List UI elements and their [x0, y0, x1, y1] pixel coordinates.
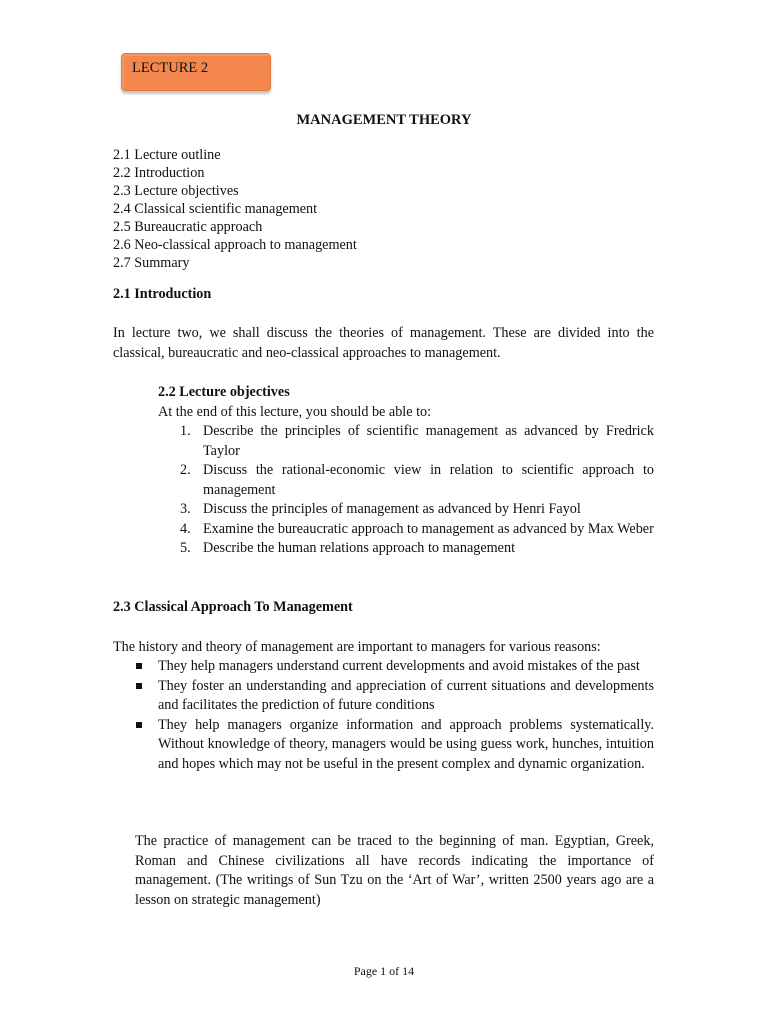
lecture-badge: [121, 53, 271, 91]
history-paragraph: The practice of management can be traced to the beginning of man. Egyptian, Greek, Roman and Chinese civilizations all have records indicating the importance of management. (The writings of Sun Tzu on the ‘Art of War’, written 2500 years ago are a lesson on strategic management): [135, 833, 654, 908]
list-item-text: Discuss the principles of management as advanced by Henri Fayol: [203, 501, 581, 517]
square-bullet-icon: [136, 722, 142, 728]
objectives-heading: 2.2 Lecture objectives: [158, 384, 290, 400]
list-item: [158, 539, 654, 559]
square-bullet-icon: [136, 683, 142, 689]
outline-item: 2.2 Introduction: [113, 165, 205, 181]
bullet-item: [113, 716, 654, 775]
list-item-text: Describe the human relations approach to management: [203, 540, 516, 556]
square-bullet-icon: [136, 663, 142, 669]
outline-item: 2.1 Lecture outline: [113, 147, 221, 163]
bullet-item-text: They help managers organize information and approach problems systematically. Without knowledge of theory, managers would be using guess work, hunches, intuition and hopes which may not be useful in the present complex and dynamic organization.: [158, 716, 654, 772]
list-item-text: Examine the bureaucratic approach to management as advanced by Max Weber: [203, 520, 654, 537]
bullet-item-text: They help managers understand current developments and avoid mistakes of the past: [158, 658, 640, 674]
outline-item: 2.6 Neo-classical approach to management: [113, 237, 357, 253]
list-item: [158, 461, 654, 500]
lecture-outline-list: [113, 146, 673, 272]
objectives-list: [158, 422, 654, 559]
classical-approach-lead: The history and theory of management are important to managers for various reasons:: [113, 639, 601, 655]
list-number: 5.: [180, 540, 191, 556]
lecture-badge-label: LECTURE 2: [132, 60, 209, 76]
list-item-text: Discuss the rational-economic view in relation to scientific approach to management: [203, 462, 654, 498]
classical-approach-heading: 2.3 Classical Approach To Management: [113, 599, 353, 615]
list-number: 1.: [180, 423, 191, 439]
outline-item: 2.4 Classical scientific management: [113, 201, 318, 217]
list-number: 2.: [180, 462, 191, 478]
list-item-text: Describe the principles of scientific management as advanced by Fredrick Taylor: [203, 423, 654, 459]
outline-item: 2.5 Bureaucratic approach: [113, 219, 263, 235]
objectives-lead: At the end of this lecture, you should be able to:: [158, 404, 432, 420]
bullet-item: [113, 677, 654, 716]
outline-item: 2.7 Summary: [113, 255, 190, 271]
outline-item: 2.3 Lecture objectives: [113, 183, 239, 199]
introduction-paragraph: In lecture two, we shall discuss the theories of management. These are divided into the classical, bureaucratic and neo-classical approaches to management.: [113, 325, 654, 361]
list-item: [158, 500, 654, 520]
bullet-item-text: They foster an understanding and appreciation of current situations and developments and facilitates the prediction of future conditions: [158, 677, 654, 713]
list-item: [158, 520, 654, 540]
list-item: [158, 422, 654, 461]
page-number-footer: Page 1 of 14: [353, 964, 415, 978]
bullet-item: [113, 657, 654, 677]
list-number: 4.: [180, 520, 191, 537]
list-number: 3.: [180, 501, 191, 517]
page-title: MANAGEMENT THEORY: [296, 112, 472, 128]
reasons-bullet-list: [113, 657, 654, 774]
introduction-heading: 2.1 Introduction: [113, 286, 212, 302]
